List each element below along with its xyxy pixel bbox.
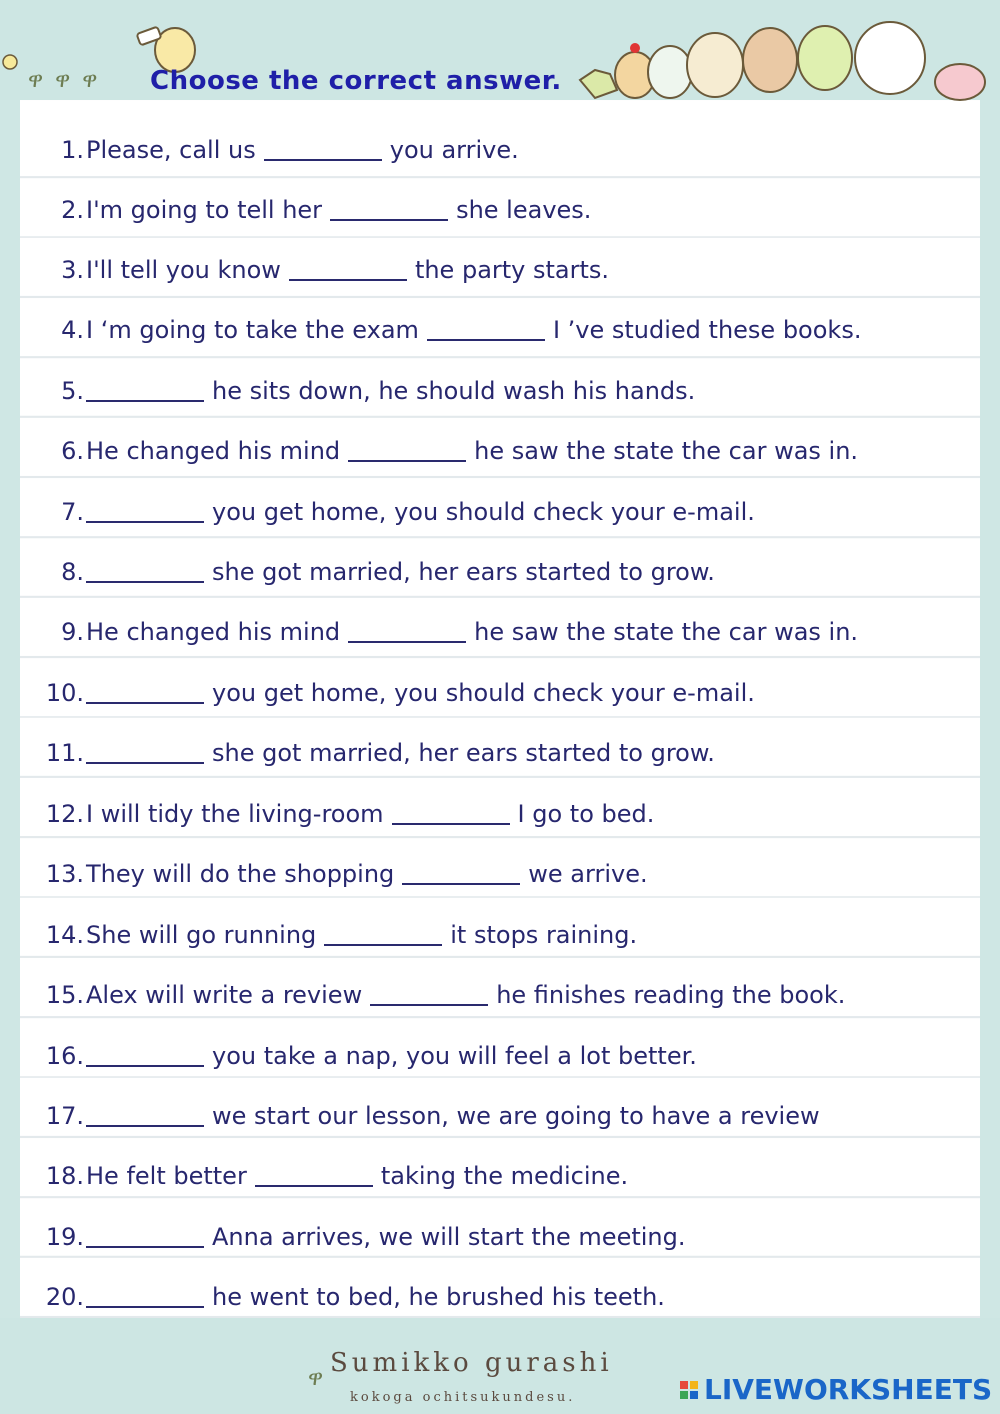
question-9: [0, 612, 1000, 652]
question-text-before: He changed his mind: [86, 437, 341, 465]
question-6: [0, 431, 1000, 471]
tokage-character-icon: [743, 28, 797, 92]
question-number: 14.: [45, 921, 84, 949]
answer-blank[interactable]: [86, 380, 204, 402]
liveworksheets-watermark: [680, 1373, 992, 1406]
question-5: [0, 371, 1000, 411]
question-text-after: she got married, her ears started to grow.: [212, 739, 715, 767]
answer-blank[interactable]: [427, 319, 545, 341]
question-text-after: she got married, her ears started to grow.: [212, 558, 715, 586]
question-11: [0, 733, 1000, 773]
question-number: 10.: [45, 679, 84, 707]
answer-blank[interactable]: [86, 501, 204, 523]
lizard-character-icon: [580, 70, 617, 98]
question-1: [0, 130, 1000, 170]
liveworksheets-logo-icon: [680, 1381, 698, 1399]
question-text-after: we start our lesson, we are going to have a review: [212, 1102, 820, 1130]
question-13: [0, 854, 1000, 894]
question-number: 8.: [61, 558, 84, 586]
polar-bear-character-icon: [855, 22, 925, 94]
question-text-before: She will go running: [86, 921, 317, 949]
question-number: 9.: [61, 618, 84, 646]
question-number: 16.: [45, 1042, 84, 1070]
question-text-after: you get home, you should check your e-mail.: [212, 679, 755, 707]
brand-logo-text: Sumikko gurashi: [330, 1348, 613, 1378]
question-number: 15.: [45, 981, 84, 1009]
question-15: [0, 975, 1000, 1015]
question-18: [0, 1156, 1000, 1196]
question-number: 20.: [45, 1283, 84, 1311]
question-text-after: you take a nap, you will feel a lot better.: [212, 1042, 697, 1070]
question-text-after: we arrive.: [528, 860, 648, 888]
question-17: [0, 1096, 1000, 1136]
question-number: 7.: [61, 498, 84, 526]
sprout-icon: ዋ: [308, 1366, 324, 1391]
answer-blank[interactable]: [348, 440, 466, 462]
flower-icon: [0, 52, 20, 72]
question-19: [0, 1217, 1000, 1257]
question-number: 3.: [61, 256, 84, 284]
question-text-before: I will tidy the living-room: [86, 800, 384, 828]
question-text-after: he finishes reading the book.: [496, 981, 846, 1009]
answer-blank[interactable]: [330, 199, 448, 221]
answer-blank[interactable]: [86, 1045, 204, 1067]
answer-blank[interactable]: [289, 259, 407, 281]
question-text-before: He changed his mind: [86, 618, 341, 646]
question-number: 2.: [61, 196, 84, 224]
answer-blank[interactable]: [86, 742, 204, 764]
sprout-icon: ዋ: [82, 68, 98, 93]
question-text-after: I go to bed.: [517, 800, 655, 828]
question-text-after: Anna arrives, we will start the meeting.: [212, 1223, 686, 1251]
question-8: [0, 552, 1000, 592]
green-penguin-character-icon: [798, 26, 852, 90]
question-text-after: he saw the state the car was in.: [474, 618, 859, 646]
answer-blank[interactable]: [392, 803, 510, 825]
answer-blank[interactable]: [86, 561, 204, 583]
question-text-after: she leaves.: [456, 196, 592, 224]
question-20: [0, 1277, 1000, 1317]
question-number: 12.: [45, 800, 84, 828]
answer-blank[interactable]: [324, 924, 442, 946]
question-text-after: the party starts.: [414, 256, 610, 284]
answer-blank[interactable]: [86, 1226, 204, 1248]
question-text-before: He felt better: [86, 1162, 247, 1190]
question-3: [0, 250, 1000, 290]
pink-bag-icon: [935, 64, 985, 100]
question-text-after: taking the medicine.: [380, 1162, 629, 1190]
answer-blank[interactable]: [402, 863, 520, 885]
answer-blank[interactable]: [348, 621, 466, 643]
question-text-before: I ‘m going to take the exam: [86, 316, 419, 344]
answer-blank[interactable]: [86, 1286, 204, 1308]
question-7: [0, 492, 1000, 532]
question-text-before: Please, call us: [86, 136, 256, 164]
question-16: [0, 1036, 1000, 1076]
answer-blank[interactable]: [86, 1105, 204, 1127]
question-number: 1.: [61, 136, 84, 164]
question-number: 13.: [45, 860, 84, 888]
question-number: 4.: [61, 316, 84, 344]
question-text-after: he saw the state the car was in.: [474, 437, 859, 465]
question-text-after: I ’ve studied these books.: [552, 316, 862, 344]
sprout-icon: ዋ: [55, 68, 71, 93]
question-number: 11.: [45, 739, 84, 767]
question-text-before: Alex will write a review: [86, 981, 363, 1009]
sprout-icon: ዋ: [28, 68, 44, 93]
cat-character-icon: [687, 33, 743, 97]
sumikko-characters-illustration: [575, 10, 995, 105]
question-number: 6.: [61, 437, 84, 465]
question-number: 18.: [45, 1162, 84, 1190]
question-text-before: I'm going to tell her: [86, 196, 323, 224]
bird-icon: [130, 18, 200, 73]
penguin-character-icon: [648, 46, 692, 98]
page-title: Choose the correct answer.: [150, 66, 562, 96]
answer-blank[interactable]: [264, 139, 382, 161]
question-2: [0, 190, 1000, 230]
question-12: [0, 794, 1000, 834]
brand-tagline: kokoga ochitsukundesu.: [350, 1390, 576, 1405]
question-text-after: he went to bed, he brushed his teeth.: [212, 1283, 665, 1311]
answer-blank[interactable]: [255, 1165, 373, 1187]
question-14: [0, 915, 1000, 955]
sprout-row: [28, 68, 97, 93]
question-text-before: I'll tell you know: [86, 256, 281, 284]
question-text-after: he sits down, he should wash his hands.: [212, 377, 696, 405]
question-text-after: you get home, you should check your e-mail.: [212, 498, 755, 526]
question-number: 17.: [45, 1102, 84, 1130]
answer-blank[interactable]: [370, 984, 488, 1006]
watermark-text: LIVEWORKSHEETS: [704, 1373, 993, 1406]
question-number: 5.: [61, 377, 84, 405]
answer-blank[interactable]: [86, 682, 204, 704]
question-text-after: you arrive.: [389, 136, 519, 164]
question-text-before: They will do the shopping: [86, 860, 395, 888]
question-4: [0, 310, 1000, 350]
question-text-after: it stops raining.: [450, 921, 638, 949]
question-10: [0, 673, 1000, 713]
question-number: 19.: [45, 1223, 84, 1251]
